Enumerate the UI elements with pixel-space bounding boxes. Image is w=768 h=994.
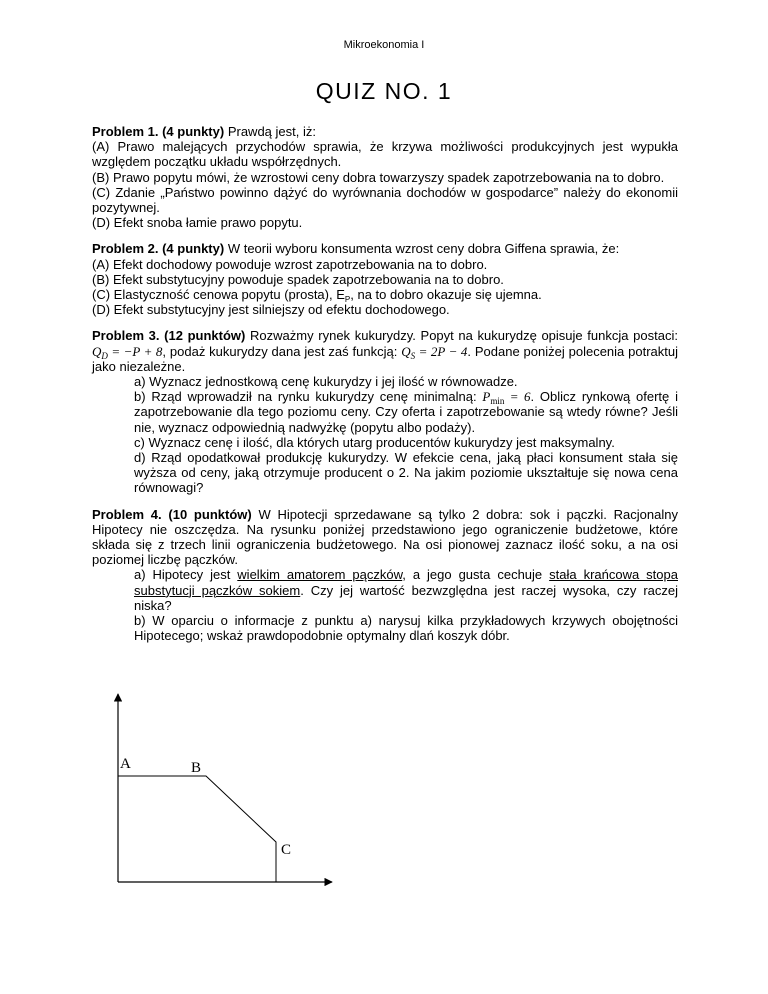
problem-4-statement	[92, 507, 678, 568]
problem-3	[92, 328, 678, 495]
pmin-rhs: = 6	[504, 389, 531, 405]
problem-3-l3: polecenia potraktuj jako niezależne.	[92, 343, 678, 374]
pmin-equation	[482, 389, 531, 407]
point-c-label: C	[281, 842, 292, 858]
point-b-label: B	[191, 760, 202, 776]
demand-equation	[92, 344, 162, 359]
task-b-rest: ofertę i zapotrzebowanie dla tego poziomu ceny. Czy oferta i zapotrzebowanie są wtedy równe? Jeśli nie, wyznacz odpowiednią nadwyżkę (popytu albo podaży).	[134, 389, 678, 435]
problem-3-mid: , podaż kukurydzy dana jest zaś funkcją:	[162, 343, 398, 359]
problem-2-option-c	[92, 287, 678, 305]
problem-2	[92, 241, 678, 317]
budget-constraint-graph	[96, 690, 346, 900]
qd-rhs: = −P + 8	[107, 343, 163, 359]
qs-sub: S	[410, 350, 416, 361]
problem-3-tasks	[134, 374, 678, 496]
problem-4-tasks	[134, 567, 678, 643]
point-a-label: A	[120, 756, 131, 772]
option-c-text-end: , na to dobro okazuje się ujemna.	[350, 287, 542, 303]
task-a-pre: a) Hipotecy jest	[134, 567, 231, 583]
task-b-pre: b) Rząd wprowadził na rynku kukurydzy cenę minimalną:	[134, 389, 477, 405]
problem-1-option-c: (C) Zdanie „Państwo powinno dążyć do wyrównania dochodów w gospodarce” należy do ekonomii pozytywnej.	[92, 184, 678, 216]
option-c-text: (C) Elastyczność cenowa popytu (prosta), E	[92, 287, 345, 303]
task-a-underline-2: stała krańcowa stopa substytucji pączków sokiem	[134, 567, 678, 598]
qs-rhs: = 2P − 4	[415, 343, 468, 359]
budget-line	[118, 776, 276, 882]
problem-3-task-b	[134, 389, 678, 435]
problem-2-option-d: (D) Efekt substytucyjny jest silniejszy od efektu dochodowego.	[92, 302, 450, 318]
problem-3-statement	[92, 328, 678, 374]
page-header: Mikroekonomia I	[343, 39, 425, 51]
pmin-sub: min	[490, 396, 505, 407]
problem-1-intro: Prawdą jest, iż:	[227, 124, 316, 139]
problem-2-option-a: (A) Efekt dochodowy powoduje wzrost zapotrzebowania na to dobro.	[92, 256, 488, 272]
problem-4	[92, 507, 678, 644]
pmin-var: P	[482, 389, 491, 405]
problem-3-postaci: postaci:	[633, 328, 678, 344]
quiz-title: QUIZ NO. 1	[315, 78, 453, 104]
problem-1-option-b: (B) Prawo popytu mówi, że wzrostowi ceny dobra towarzyszy spadek zapotrzebowania na to dobro.	[92, 169, 665, 185]
ep-subscript: P	[344, 295, 351, 305]
problem-1-option-d: (D) Efekt snoba łamie prawo popytu.	[92, 215, 303, 231]
problem-4-task-b: b) W oparciu o informacje z punktu a) narysuj kilka przykładowych krzywych obojętności Hipotecego; wskaż prawdopodobnie optymalny dlań koszyk dóbr.	[134, 613, 678, 644]
problem-3-task-c: c) Wyznacz cenę i ilość, dla których utarg producentów kukurydzy jest maksymalny.	[134, 434, 615, 450]
problem-1-option-a: (A) Prawo malejących przychodów sprawia, że krzywa możliwości produkcyjnych jest wypukła względem początku układu współrzędnych.	[92, 139, 678, 170]
qd-var: Q	[92, 343, 102, 359]
task-b-post: . Oblicz rynkową	[530, 389, 631, 405]
quiz-content	[92, 124, 678, 655]
problem-1-label: Problem 1. (4 punkty)	[92, 124, 225, 139]
qd-sub: D	[101, 350, 108, 361]
supply-equation	[401, 344, 467, 359]
problem-3-label: Problem 3. (12 punktów)	[92, 328, 246, 344]
task-a-mid: , a jego gusta cechuje	[402, 567, 543, 583]
problem-3-post: . Podane poniżej	[467, 343, 565, 359]
problem-2-label: Problem 2. (4 punkty)	[92, 241, 225, 257]
task-a-underline-1: wielkim amatorem pączków	[237, 567, 403, 583]
problem-1	[92, 124, 678, 230]
task-a-post: . Czy jej wartość bezwzględna jest raczej wysoka, czy raczej niska?	[134, 582, 678, 613]
problem-4-label: Problem 4. (10 punktów)	[92, 506, 252, 522]
problem-4-intro: W Hipotecji sprzedawane są tylko 2 dobra: sok i pączki. Racjonalny Hipotecy nie oszczędza. Na rysunku poniżej przedstawiono jego ograniczenie budżetowe, które składa się z trzech linii ograniczenia budżetowego. Na osi pionowej zaznacz ilość soku, a na osi poziomej liczbę pączków.	[92, 506, 678, 568]
problem-3-intro: Rozważmy rynek kukurydzy. Popyt na kukurydzę opisuje funkcja	[250, 328, 629, 344]
problem-2-intro: W teorii wyboru konsumenta wzrost ceny dobra Giffena sprawia, że:	[227, 241, 620, 257]
problem-4-task-a	[134, 567, 678, 613]
qs-var: Q	[401, 343, 411, 359]
problem-3-task-a: a) Wyznacz jednostkową cenę kukurydzy i jej ilość w równowadze.	[134, 374, 518, 390]
problem-2-option-b: (B) Efekt substytucyjny powoduje spadek zapotrzebowania na to dobro.	[92, 271, 504, 287]
problem-3-task-d: d) Rząd opodatkował produkcję kukurydzy. W efekcie cena, jaką płaci konsument stała się wyższa od ceny, jaką otrzymuje producent o 2. Na jakim poziomie ukształtuje się nowa cena równowagi?	[134, 450, 678, 496]
